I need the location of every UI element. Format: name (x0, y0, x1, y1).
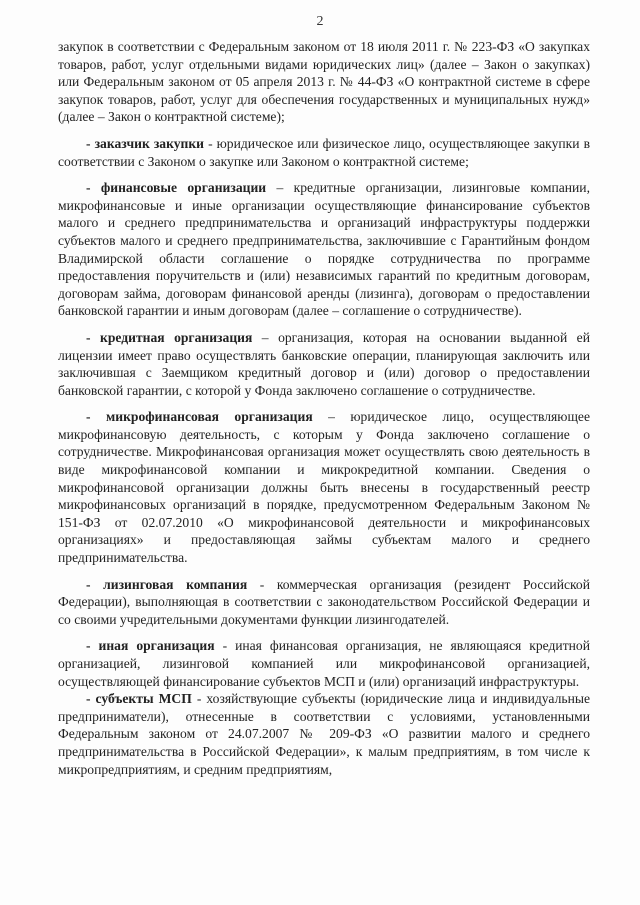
definition-financial-organizations (58, 179, 590, 320)
paragraph-intro (58, 38, 590, 126)
definition-term: - иная организация (86, 638, 215, 654)
definition-term: - лизинговая компания (86, 576, 248, 592)
definition-text: – кредитные организации, лизинговые компании, микрофинансовые и иные организации осуществляющие финансирование субъектов малого и среднего предпринимательства и организаций инфраструктуры поддержки субъектов малого и среднего предпринимательства, заключившие с Гарантийным фондом Владимирской области соглашение о порядке сотрудничества по программе предоставления поручительств и (или) независимых гарантий по кредитным договорам, договорам займа, договорам финансовой аренды (лизинга), договорам о предоставлении банковской гарантии и иным договорам (далее – соглашение о сотрудничестве). (58, 180, 590, 319)
definition-other-organization (58, 637, 590, 690)
definition-text: – юридическое лицо, осуществляющее микрофинансовую деятельность, с которым у Фонда заключено соглашение о сотрудничестве. Микрофинансовая организация может осуществлять свою деятельность в виде микрофинансовой компании и микрокредитной компании. Сведения о микрофинансовой организации должны быть внесены в государственный реестр микрофинансовых организаций в порядке, предусмотренном Федеральным Законом № 151-ФЗ от 02.07.2010 «О микрофинансовой деятельности и микрофинансовых организациях» и предоставляющая займы субъектам малого и среднего предпринимательства. (58, 409, 590, 566)
definition-sme-subjects (58, 690, 590, 778)
definition-term: - финансовые организации (86, 180, 267, 196)
document-body (58, 38, 590, 778)
definition-text: - иная финансовая организация, не являющаяся кредитной организацией, лизинговой компанией или микрофинансовой организацией, осуществляющей финансирование субъектов МСП и (или) организаций инфраструктуры. (58, 638, 590, 689)
definition-text: - коммерческая организация (резидент Российской Федерации), выполняющая в соответствии с законодательством Российской Федерации и со своими учредительными документами функции лизингодателей. (58, 576, 590, 627)
definition-text: - хозяйствующие субъекты (юридические лица и индивидуальные предприниматели), отнесенные в соответствии с условиями, установленными Федеральным законом от 24.07.2007 № 209-ФЗ «О развитии малого и среднего предпринимательства в Российской Федерации», к малым предприятиям, в том числе к микропредприятиям, и средним предприятиям, (58, 691, 591, 777)
paragraph-text: закупок в соответствии с Федеральным законом от 18 июля 2011 г. № 223-ФЗ «О закупках товаров, работ, услуг отдельными видами юридических лиц» (далее – Закон о закупках) или Федеральным законом от 05 апреля 2013 г. № 44-ФЗ «О контрактной системе в сфере закупок товаров, работ, услуг для обеспечения государственных и муниципальных нужд» (далее – Закон о контрактной системе); (58, 39, 590, 125)
definition-term: - кредитная организация (86, 329, 253, 345)
definition-customer (58, 135, 590, 170)
definition-term: - заказчик закупки (86, 135, 205, 151)
definition-text: - юридическое или физическое лицо, осуществляющее закупки в соответствии с Законом о закупке или Законом о контрактной системе; (58, 135, 590, 169)
definition-microfinance-organization (58, 408, 590, 566)
definition-leasing-company (58, 576, 590, 629)
page-number: 2 (316, 14, 324, 29)
definition-term: - субъекты МСП (86, 691, 192, 707)
definition-term: - микрофинансовая организация (86, 409, 313, 425)
definition-text: – организация, которая на основании выданной ей лицензии имеет право осуществлять банковские операции, планирующая заключить или заключившая с Заемщиком кредитный договор и (или) договор о предоставлении банковской гарантии, с которой у Фонда заключено соглашение о сотрудничестве. (58, 329, 590, 398)
definition-credit-organization (58, 329, 590, 399)
